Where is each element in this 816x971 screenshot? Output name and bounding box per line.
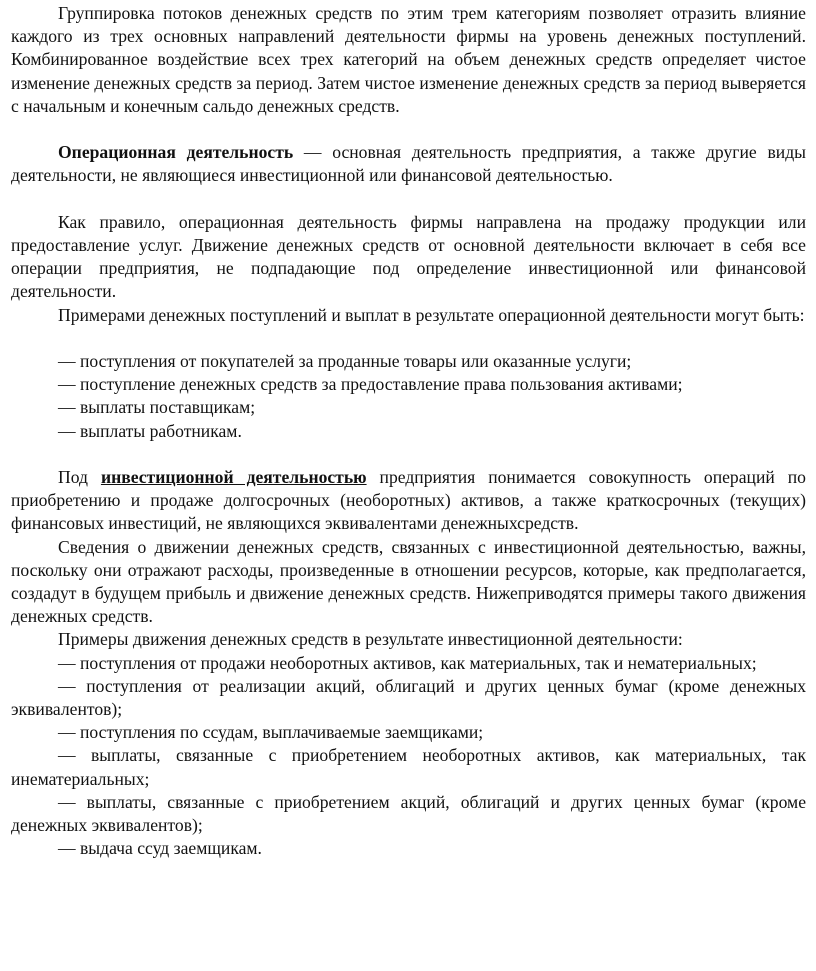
- list-item: — выплаты, связанные с приобретением необоротных активов, как материальных, так инематериальных;: [11, 745, 806, 789]
- investing-activity-term: [101, 467, 367, 487]
- list-item: — поступления по ссудам, выплачиваемые заемщиками;: [58, 722, 484, 743]
- operating-definition-paragraph: [11, 141, 806, 187]
- investing-definition-lead: Под: [58, 467, 101, 487]
- investing-definition-paragraph: [11, 466, 806, 536]
- investing-activity-term-text: инвестиционной деятельностью: [100, 467, 367, 487]
- investing-importance-paragraph: Сведения о движении денежных средств, связанных с инвестиционной деятельностью, важны, поскольку они отражают расходы, произведенные в отношении ресурсов, которые, как предполагается, создадут в будущем прибыль и движение денежных средств. Нижеприводятся примеры такого движения денежных средств.: [11, 536, 806, 627]
- list-item: — поступления от реализации акций, облигаций и других ценных бумаг (кроме денежных эквивалентов);: [11, 675, 806, 720]
- operating-definition-text: — основная деятельность предприятия, а также другие виды деятельности, не являющиеся инвестиционной или финансовой деятельностью.: [11, 142, 806, 186]
- list-item: — поступления от продажи необоротных активов, как материальных, так и нематериальных;: [58, 652, 757, 673]
- list-item: — выплаты, связанные с приобретением акций, облигаций и других ценных бумаг (кроме денежных эквивалентов);: [11, 791, 806, 836]
- list-item: — поступления от покупателей за проданные товары или оказанные услуги;: [58, 351, 632, 371]
- intro-paragraph: Группировка потоков денежных средств по этим трем категориям позволяет отразить влияние каждого из трех основных направлений деятельности фирмы на уровень денежных поступлений. Комбинированное воздействие всех трех категорий на объем денежных средств определяет чистое изменение денежных средств за период. Затем чистое изменение денежных средств за период выверяется с начальным и конечным сальдо денежных средств.: [11, 3, 806, 116]
- list-item: — поступление денежных средств за предоставление права пользования активами;: [58, 374, 683, 395]
- investing-examples-intro: Примеры движения денежных средств в результате инвестиционной деятельности:: [58, 629, 683, 650]
- list-item: — выплаты поставщикам;: [58, 397, 256, 418]
- investing-definition-text: предприятия понимается совокупность операций по приобретению и продаже долгосрочных (необоротных) активов, а также краткосрочных (текущих) финансовых инвестиций, не являющихся эквивалентами денежныхсредств.: [11, 467, 806, 534]
- operating-activity-term: Операционная деятельность: [58, 142, 294, 163]
- operating-examples-intro: Примерами денежных поступлений и выплат в результате операционной деятельности могут быть:: [58, 304, 805, 325]
- list-item: — выплаты работникам.: [58, 420, 242, 441]
- operating-description-paragraph: Как правило, операционная деятельность фирмы направлена на продажу продукции или предоставление услуг. Движение денежных средств от основной деятельности включает в себя все операции предприятия, не подпадающие под определение инвестиционной или финансовой деятельности.: [11, 211, 806, 302]
- list-item: — выдача ссуд заемщикам.: [58, 838, 262, 859]
